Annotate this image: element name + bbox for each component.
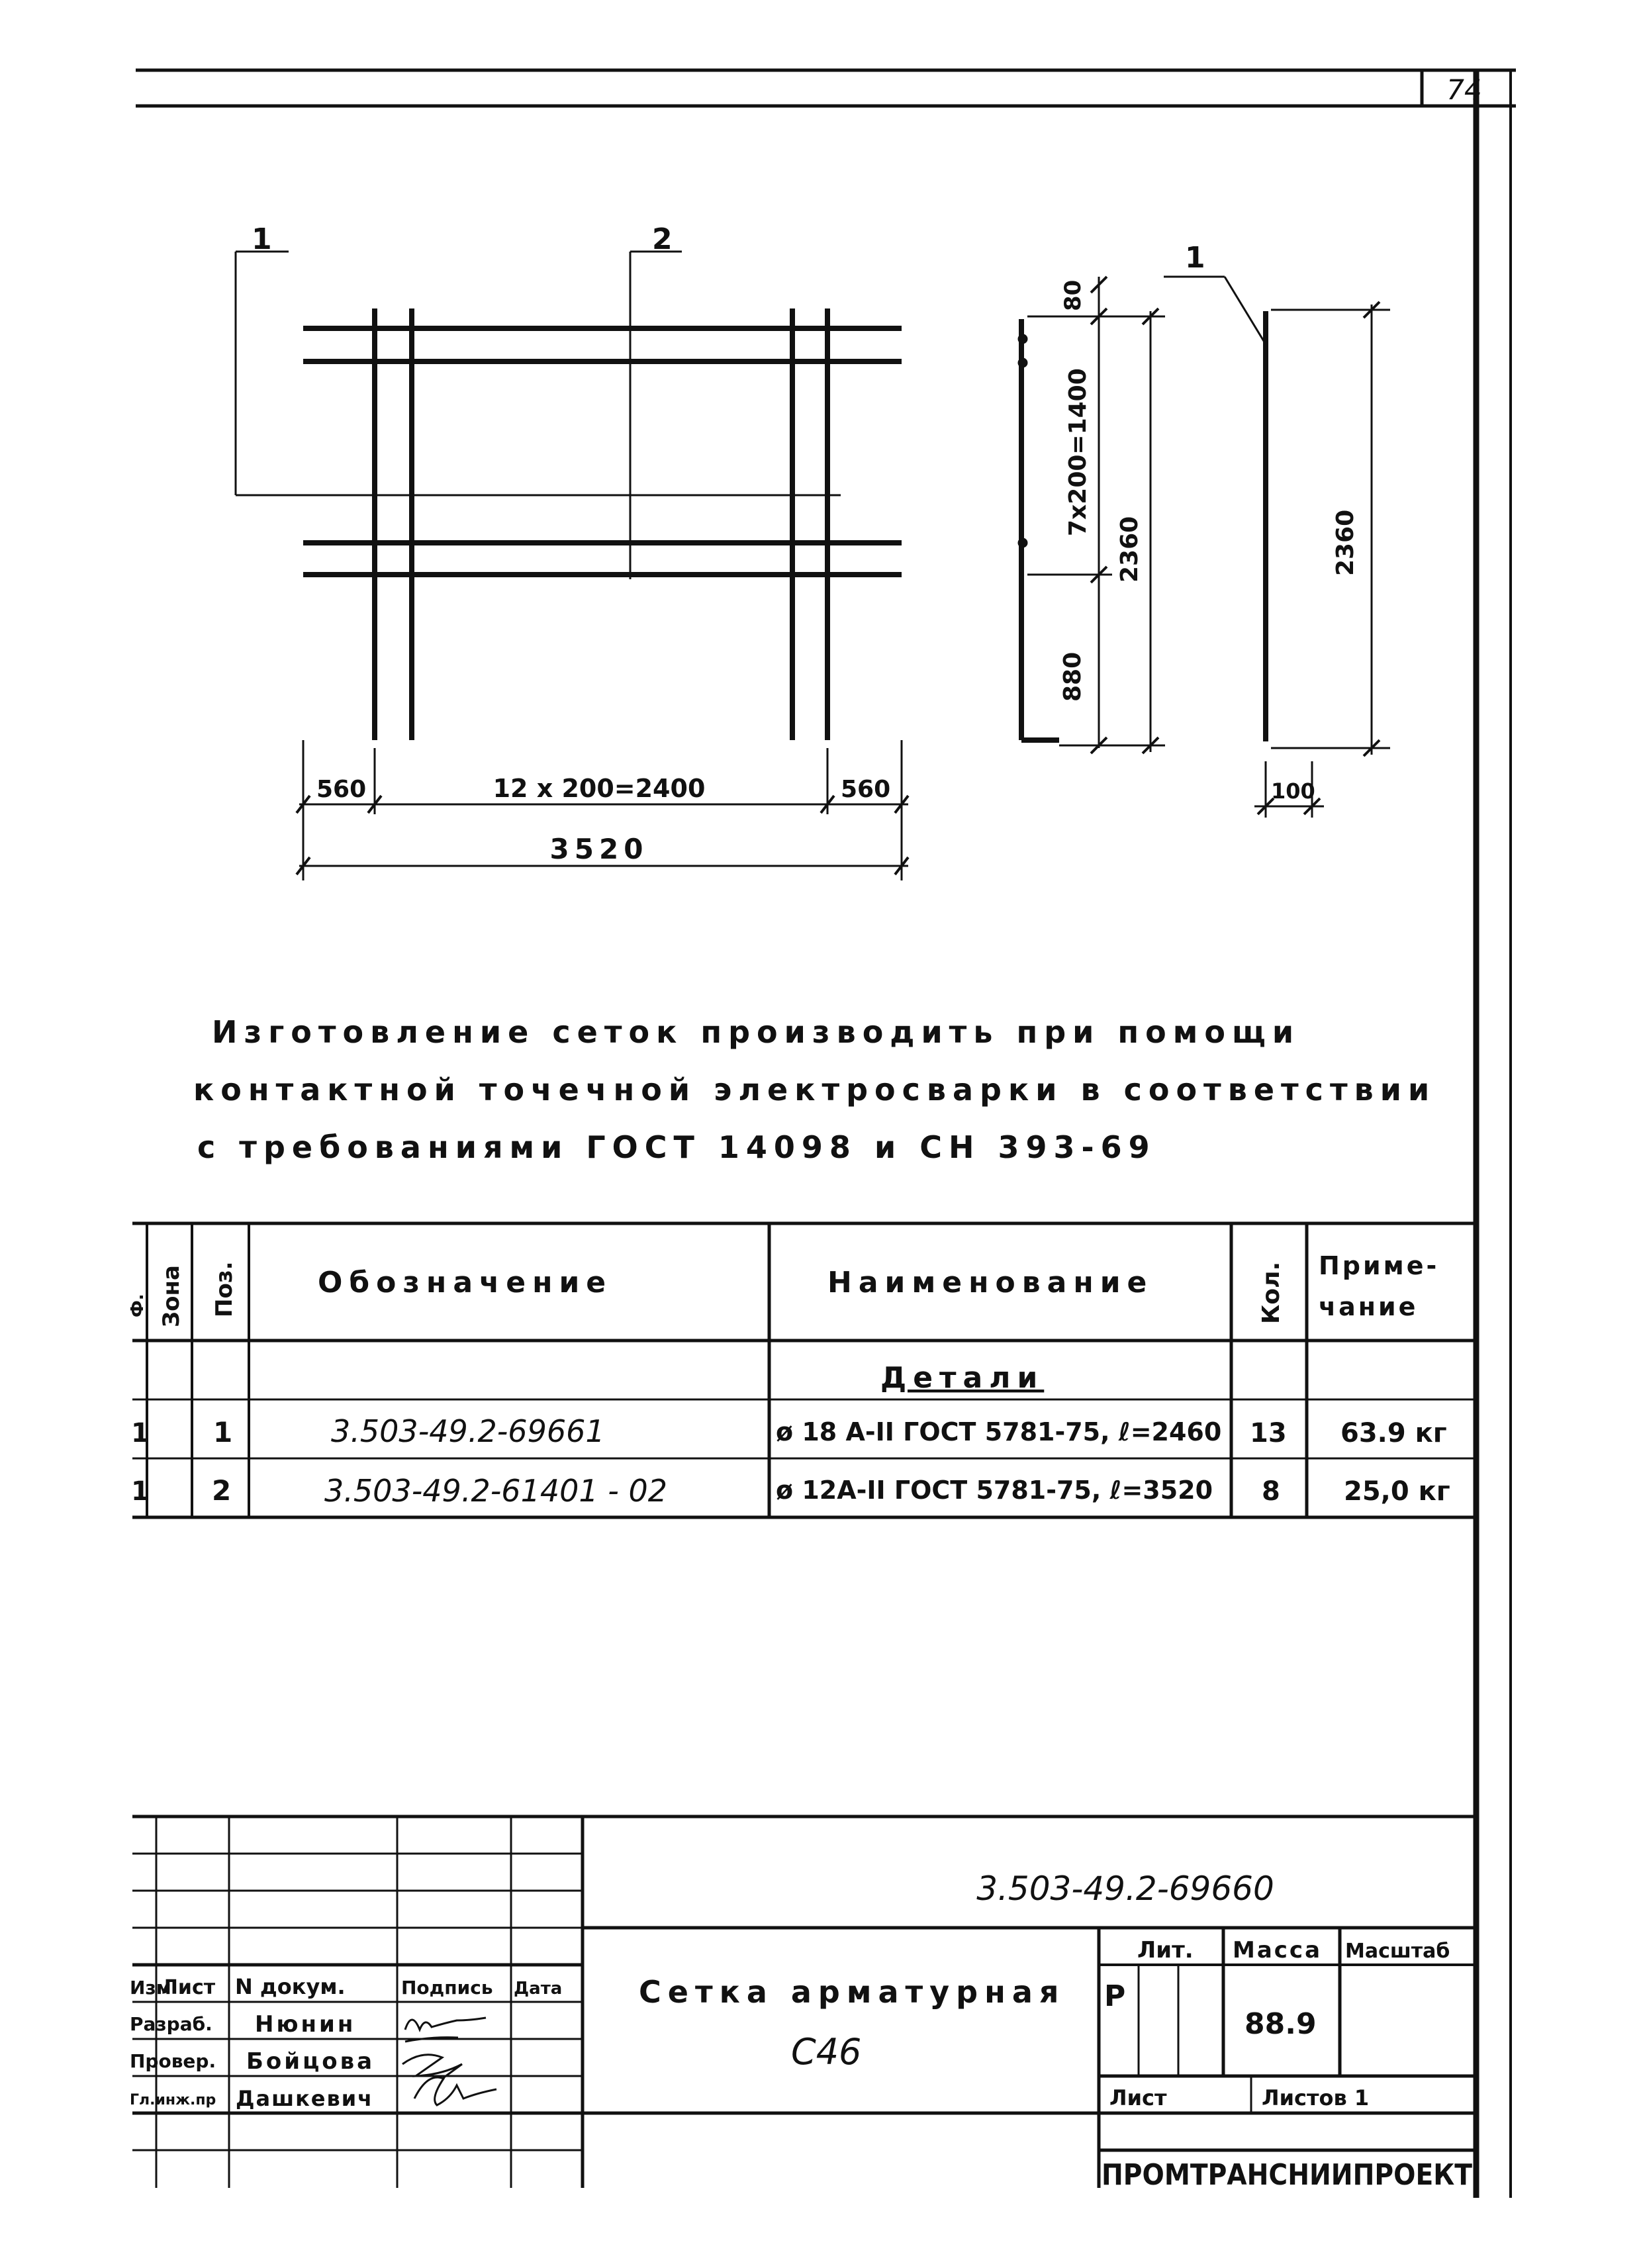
row-2-format: 1 (131, 1476, 150, 1507)
row-1-note: 63.9 кг (1340, 1418, 1447, 1448)
label-list: Лист (162, 1976, 216, 1999)
role-1-name: Нюнин (255, 2011, 356, 2038)
row-2-pos: 2 (212, 1474, 232, 1507)
header-zone: Зона (158, 1265, 185, 1327)
header-name: Наименование (827, 1266, 1154, 1299)
row-1-format: 1 (131, 1418, 150, 1448)
mass-value: 88.9 (1244, 2007, 1317, 2041)
organization: ПРОМТРАНСНИИПРОЕКТ (1102, 2158, 1472, 2192)
label-sign: Подпись (401, 1977, 493, 1999)
row-1-designation: 3.503-49.2-69661 (331, 1413, 605, 1449)
note-line-3: с требованиями ГОСТ 14098 и СН 393-69 (197, 1129, 1156, 1165)
label-sheets: Листов 1 (1262, 2085, 1370, 2110)
header-qty: Кол. (1258, 1261, 1285, 1324)
lit-value: Р (1104, 1979, 1126, 2013)
note-line-1: Изготовление сеток производить при помощи (212, 1014, 1301, 1050)
dim-2360-b: 2360 (1332, 509, 1359, 576)
product-title: Сетка арматурная (639, 1974, 1066, 2010)
row-2-designation: 3.503-49.2-61401 - 02 (324, 1473, 668, 1509)
row-1-pos: 1 (213, 1416, 233, 1448)
label-sheet: Лист (1109, 2085, 1167, 2110)
table-row (131, 1413, 1447, 1449)
dim-2360-a: 2360 (1116, 516, 1143, 583)
sheet-number: 74 (1446, 73, 1482, 106)
callout-2: 2 (652, 222, 673, 256)
role-row (130, 2011, 355, 2038)
dim-880: 880 (1059, 651, 1086, 702)
label-ndoc: N докум. (235, 1974, 346, 1999)
dim-middle: 12 x 200=2400 (493, 774, 706, 803)
row-2-name: ø 12A-II ГОСТ 5781-75, ℓ=3520 (776, 1476, 1213, 1505)
header-format: Ф. (128, 1294, 148, 1317)
row-1-name: ø 18 A-II ГОСТ 5781-75, ℓ=2460 (776, 1417, 1222, 1446)
side-callout-1: 1 (1185, 241, 1205, 275)
dim-left: 560 (316, 776, 367, 803)
row-1-qty: 13 (1250, 1418, 1287, 1448)
dim-100: 100 (1271, 779, 1315, 804)
label-izm: Изм (130, 1977, 171, 1999)
dim-top-80: 80 (1060, 279, 1086, 311)
table-row (131, 1473, 1450, 1509)
header-pos: Поз. (211, 1261, 238, 1317)
header-designation: Обозначение (318, 1266, 613, 1299)
label-lit: Лит. (1137, 1937, 1194, 1963)
label-date: Дата (514, 1979, 563, 1999)
section-title: Детали (880, 1361, 1045, 1395)
role-1: Разраб. (130, 2013, 212, 2035)
role-3-name: Дашкевич (236, 2086, 374, 2111)
dim-spacing: 7x200=1400 (1064, 368, 1092, 536)
row-2-note: 25,0 кг (1344, 1476, 1450, 1507)
note-line-2: контактной точечной электросварки в соответствии (193, 1072, 1436, 1108)
role-3: Гл.инж.пр (130, 2092, 216, 2108)
product-mark: С46 (791, 2031, 862, 2073)
doc-code: 3.503-49.2-69660 (976, 1869, 1274, 1908)
row-2-qty: 8 (1262, 1476, 1280, 1507)
dim-total: 3520 (549, 833, 649, 865)
signatures (402, 2018, 496, 2105)
dim-right: 560 (841, 776, 891, 803)
label-mass: Масса (1233, 1937, 1323, 1963)
header-note-2: чание (1319, 1292, 1419, 1321)
role-row (130, 2048, 375, 2075)
role-2: Провер. (130, 2050, 216, 2072)
label-scale: Масштаб (1345, 1940, 1450, 1963)
side-view-a (1018, 277, 1165, 753)
role-row (130, 2086, 373, 2111)
role-2-name: Бойцова (246, 2048, 375, 2075)
callout-1: 1 (252, 222, 272, 256)
header-note-1: Приме- (1319, 1251, 1440, 1280)
